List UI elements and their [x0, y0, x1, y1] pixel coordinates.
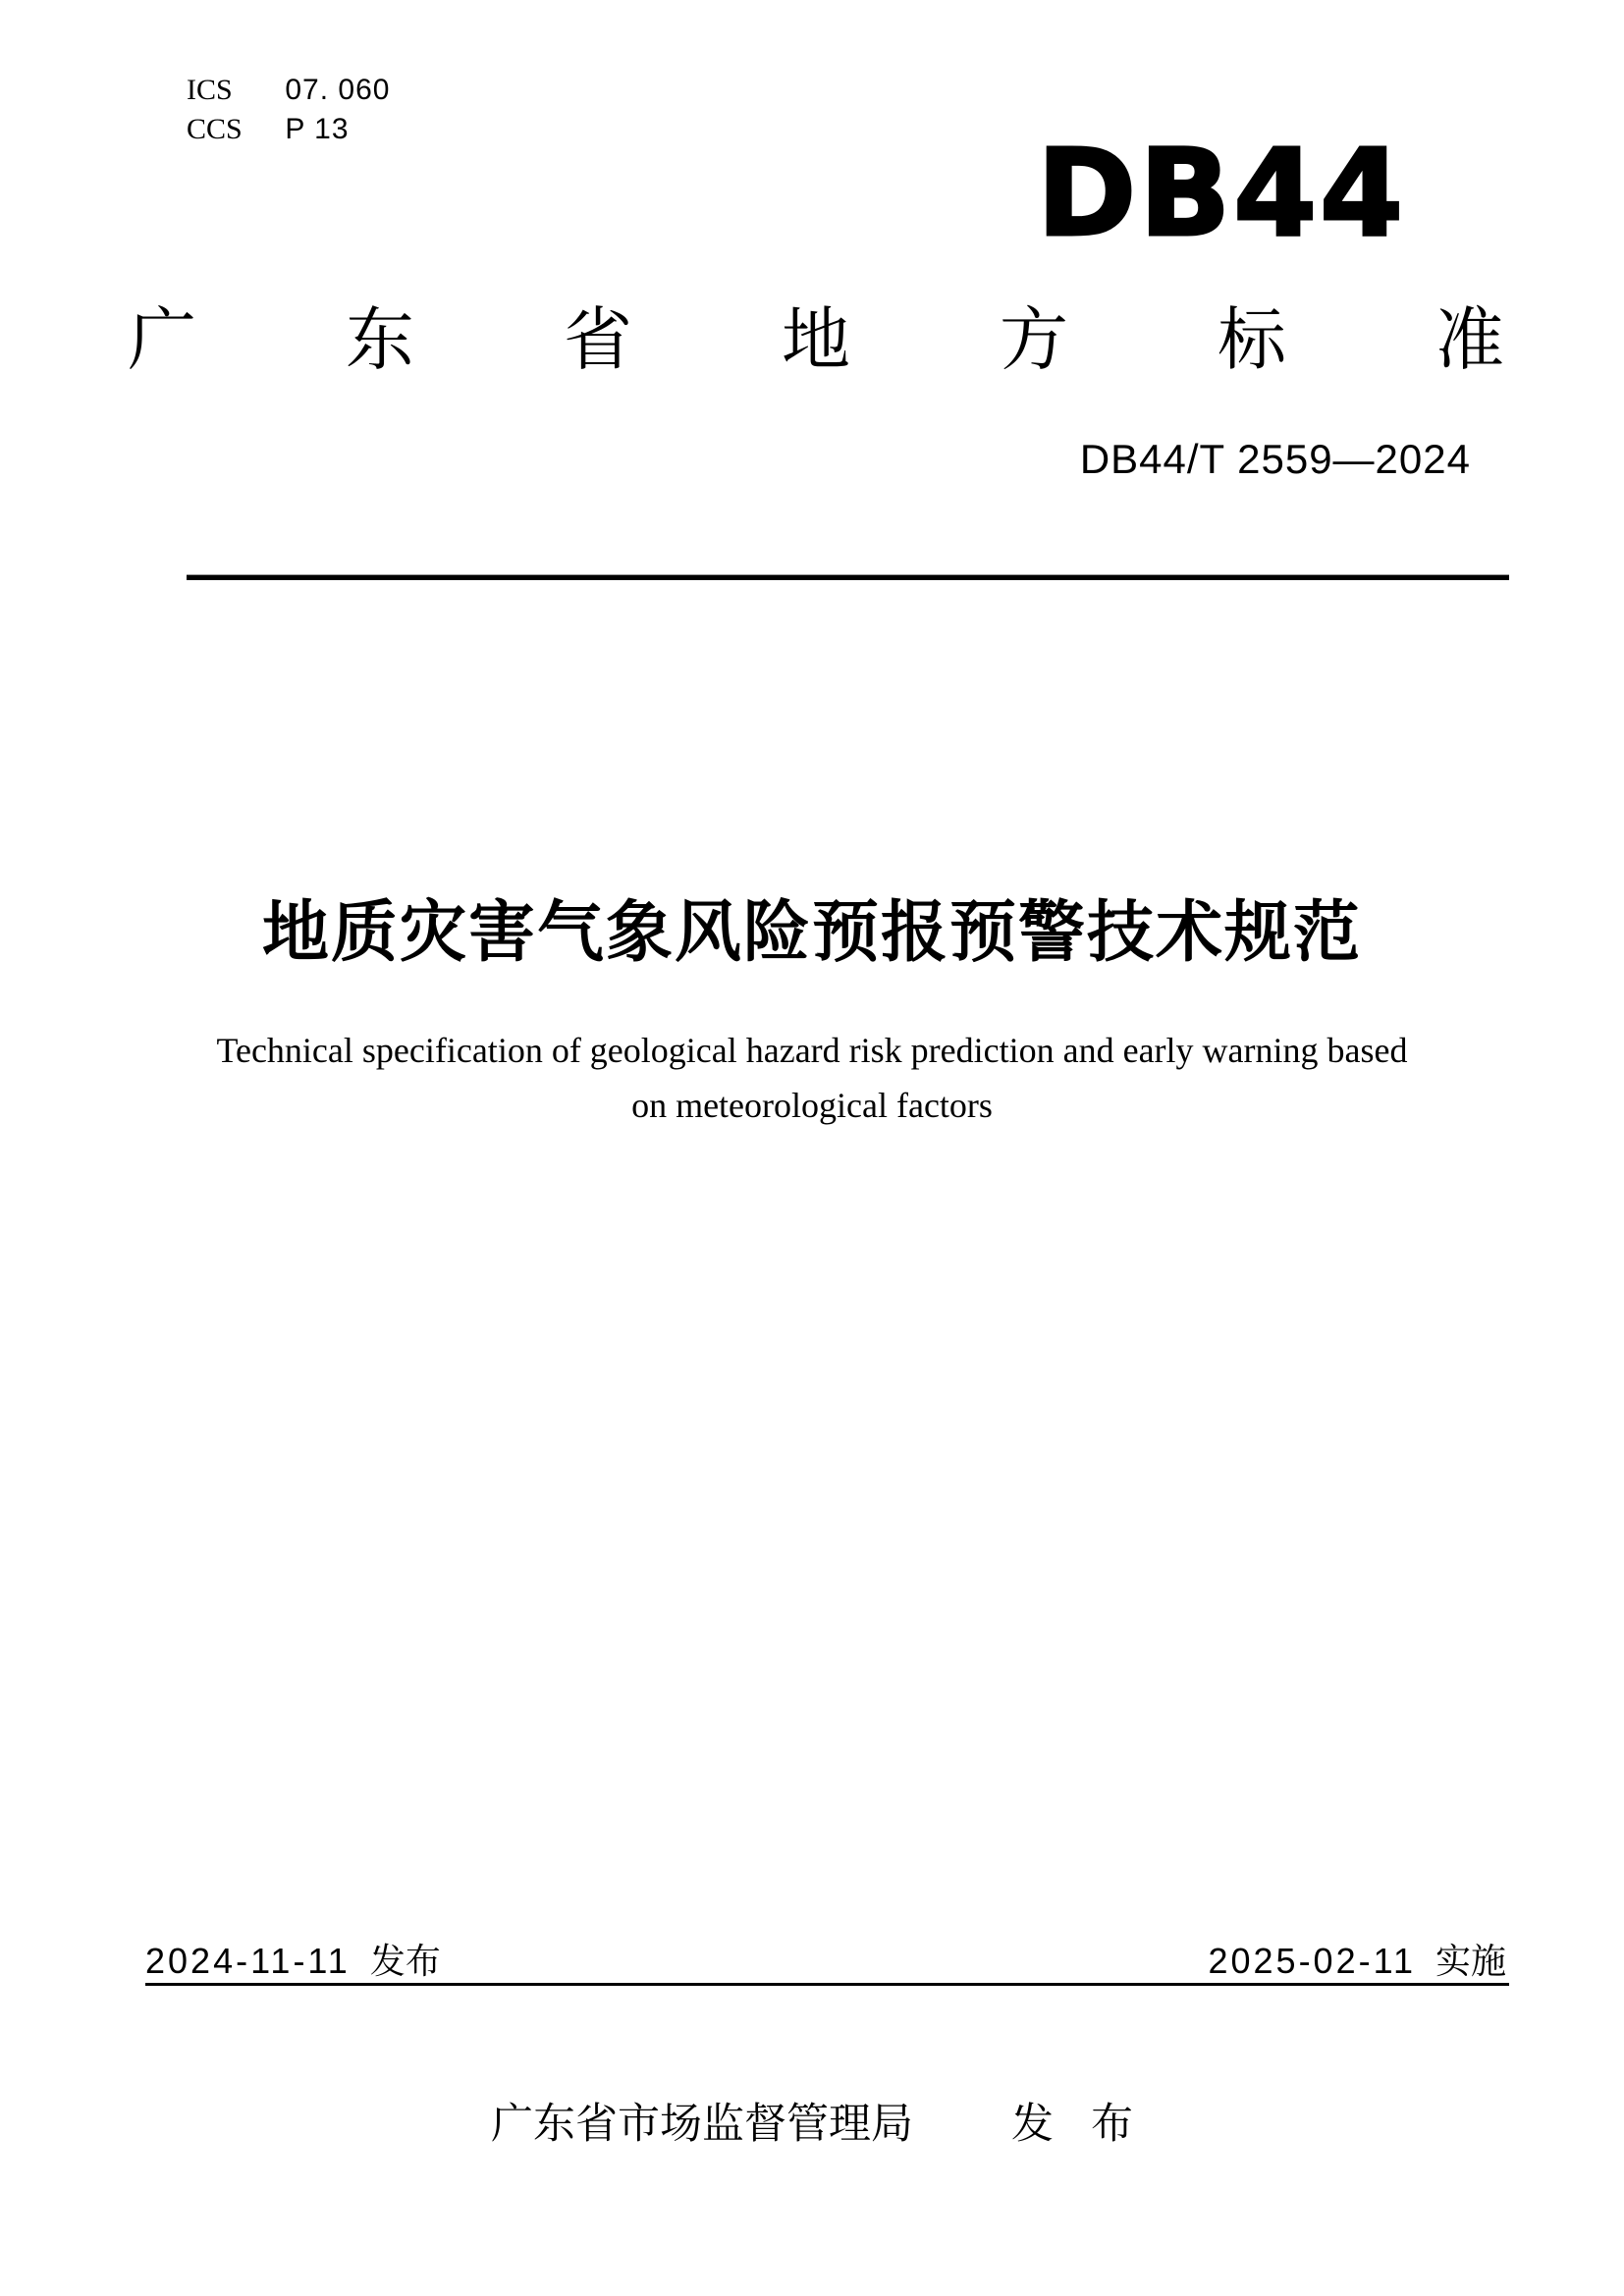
header-char: 地: [782, 301, 850, 378]
ics-row: [187, 71, 390, 110]
implement-label: 实施: [1435, 1941, 1506, 1981]
header-char: 准: [1435, 301, 1504, 378]
title-en-line1: Technical specification of geological hazard risk prediction and early warning based: [216, 1031, 1408, 1070]
header-char: 广: [128, 301, 196, 378]
header-rule: [187, 574, 1509, 580]
issue-date: 2024-11-11: [145, 1941, 351, 1981]
title-en-line2: on meteorological factors: [631, 1086, 993, 1125]
issue-date-block: [145, 1934, 441, 1984]
publisher-row: [0, 2091, 1624, 2151]
publish-label: [1011, 2091, 1133, 2151]
publisher-name: 广东省市场监督管理局: [491, 2101, 914, 2148]
implement-date: 2025-02-11: [1208, 1941, 1416, 1981]
ics-value: 07. 060: [285, 74, 391, 106]
footer-rule: [145, 1983, 1509, 1986]
document-title-en: [0, 1023, 1624, 1133]
ccs-label: CCS: [187, 113, 243, 145]
publish-label-char1: 发: [1011, 2101, 1054, 2148]
provincial-standard-title: [128, 302, 1504, 378]
db44-logo: DB44: [1037, 124, 1407, 263]
issue-label: 发布: [369, 1941, 441, 1981]
header-char: 省: [564, 301, 632, 378]
ccs-value: P 13: [285, 113, 350, 145]
header-char: 东: [346, 301, 414, 378]
ccs-row: [187, 110, 390, 149]
header-char: 标: [1218, 301, 1286, 378]
standard-code: DB44/T 2559—2024: [1079, 436, 1471, 482]
implement-date-block: [1208, 1934, 1506, 1984]
document-title-cn: 地质灾害气象风险预报预警技术规范: [261, 895, 1362, 970]
dates-row: [145, 1934, 1506, 1984]
classification-codes: [187, 71, 390, 149]
ics-label: ICS: [187, 74, 233, 106]
publish-label-char2: 布: [1090, 2101, 1133, 2148]
header-char: 方: [1000, 301, 1068, 378]
